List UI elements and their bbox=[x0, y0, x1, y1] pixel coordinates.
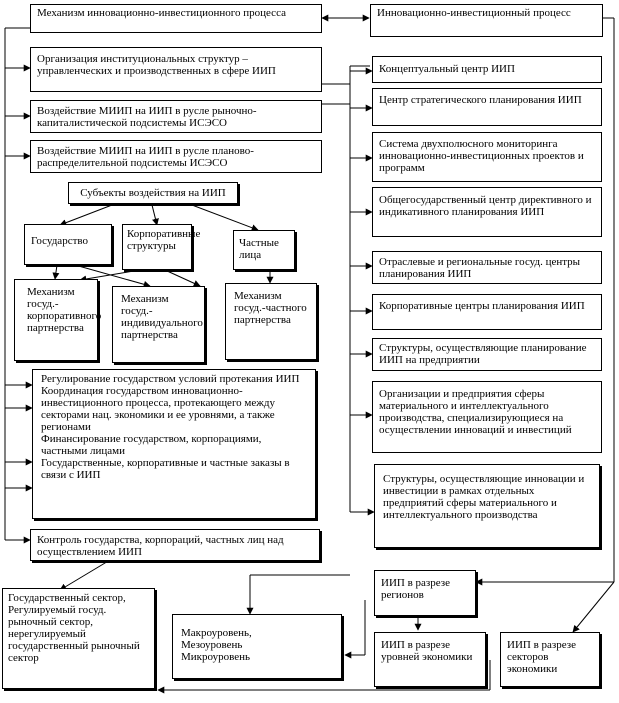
mech-state-private-text: Механизм госуд.-частного партнерства bbox=[234, 290, 307, 326]
state-to-mech-1 bbox=[55, 265, 57, 279]
right-outer-to-sectors bbox=[573, 582, 614, 632]
econ-sectors-box bbox=[500, 632, 600, 687]
left-block-2-text: Воздействие МИИП на ИИП в русле рыночно-капиталистической подсистемы ИСЭСО bbox=[37, 105, 257, 129]
subject-state-text: Государство bbox=[31, 235, 88, 247]
mech-state-corporate-box bbox=[14, 279, 102, 361]
sectors-box bbox=[2, 588, 155, 689]
regulation-item-3: Финансирование государством, корпорациями, частными лицами bbox=[41, 433, 262, 457]
control-to-sectors bbox=[60, 560, 110, 590]
subjects-title-box bbox=[68, 182, 238, 204]
subjects-to-corporate bbox=[152, 205, 157, 225]
econ-levels-box bbox=[374, 632, 486, 687]
right-block-6 bbox=[372, 294, 602, 330]
subject-private-box bbox=[233, 230, 295, 270]
iip-process-box bbox=[370, 4, 603, 37]
subject-corporate-box bbox=[122, 224, 201, 270]
right-block-3-text: Система двухполюсного мониторинга инновационно-инвестиционных проектов и программ bbox=[379, 138, 584, 174]
mechanism-text: Механизм инновационно-инвестиционного процесса bbox=[37, 7, 286, 19]
right-block-4-text: Общегосударственный центр директивного и индикативного планирования ИИП bbox=[379, 194, 592, 218]
control-text: Контроль государства, корпораций, частных лиц над осуществлением ИИП bbox=[37, 534, 284, 558]
right-block-7-text: Структуры, осуществляющие планирование ИИП на предприятии bbox=[379, 342, 587, 366]
iip-process-text: Инновационно-инвестиционный процесс bbox=[377, 7, 571, 19]
right-block-9 bbox=[374, 464, 600, 548]
sectors-line-1: Государственный сектор, bbox=[8, 592, 126, 604]
right-block-1 bbox=[372, 56, 602, 83]
econ-levels-text: ИИП в разрезе уровней экономики bbox=[381, 639, 473, 663]
mech-state-individual-text: Механизм госуд.-индивидуального партнерства bbox=[121, 293, 203, 341]
right-block-3 bbox=[372, 132, 602, 182]
regulation-item-4: Государственные, корпоративные и частные заказы в связи с ИИП bbox=[41, 457, 290, 481]
right-block-6-text: Корпоративные центры планирования ИИП bbox=[379, 300, 585, 312]
levels-line-2: Мезоуровень bbox=[181, 639, 243, 651]
right-block-9-text: Структуры, осуществляющие инновации и инвестиции в рамках отдельных предприятий сферы материального и интеллектуального производства bbox=[383, 473, 585, 521]
mech-state-private-box bbox=[225, 283, 317, 360]
left-block-2 bbox=[30, 100, 322, 133]
regulation-item-2: Координация государством инновационно-инвестиционного процесса, протекающего между секторами нац. экономики и ее уровнями, а также регионами bbox=[41, 385, 275, 433]
subjects-to-state bbox=[60, 205, 112, 225]
right-block-2 bbox=[372, 88, 602, 126]
corp-to-mech-2 bbox=[165, 270, 200, 286]
right-block-4 bbox=[372, 187, 602, 237]
right-block-5-text: Отраслевые и региональные госуд. центры планирования ИИП bbox=[379, 256, 581, 280]
sectors-line-3: нерегулируемый государственный рыночный сектор bbox=[8, 628, 140, 664]
left-block-1-text: Организация институциональных структур – управленческих и производственных в сфере ИИП bbox=[37, 53, 276, 77]
subjects-to-private bbox=[192, 205, 258, 230]
regulation-box bbox=[32, 369, 316, 519]
subject-state-box bbox=[24, 224, 112, 265]
regions-text: ИИП в разрезе регионов bbox=[381, 577, 450, 601]
left-block-3 bbox=[30, 140, 322, 173]
left-block-1 bbox=[30, 47, 322, 92]
regions-box bbox=[374, 570, 476, 616]
right-block-2-text: Центр стратегического планирования ИИП bbox=[379, 94, 582, 106]
levels-box bbox=[172, 614, 342, 679]
levels-line-1: Макроуровень, bbox=[181, 627, 252, 639]
right-block-8-text: Организации и предприятия сферы материального и интеллектуального производства, специализирующиеся на осуществлении инноваций и инвестиций bbox=[379, 388, 572, 436]
mechanism-box bbox=[30, 4, 322, 33]
left-block-3-text: Воздействие МИИП на ИИП в русле планово-распределительной подсистемы ИСЭСО bbox=[37, 145, 254, 169]
subject-corporate-text: Корпоративные структуры bbox=[127, 228, 201, 252]
subjects-title-text: Субъекты воздействия на ИИП bbox=[80, 187, 226, 199]
right-block-5 bbox=[372, 251, 602, 284]
mech-state-individual-box bbox=[112, 286, 205, 363]
subject-private-text: Частные лица bbox=[239, 237, 279, 261]
econ-sectors-text: ИИП в разрезе секторов экономики bbox=[507, 639, 576, 675]
right-block-1-text: Концептуальный центр ИИП bbox=[379, 63, 515, 75]
mech-state-corporate-text: Механизм госуд.-корпоративного партнерства bbox=[27, 286, 102, 334]
levels-line-3: Микроуровень bbox=[181, 651, 251, 663]
regulation-item-1: Регулирование государством условий протекания ИИП bbox=[41, 373, 300, 385]
right-block-7 bbox=[372, 338, 602, 371]
sectors-line-2: Регулируемый госуд. рыночный сектор, bbox=[8, 604, 107, 628]
control-box bbox=[30, 529, 320, 561]
right-block-8 bbox=[372, 381, 602, 453]
